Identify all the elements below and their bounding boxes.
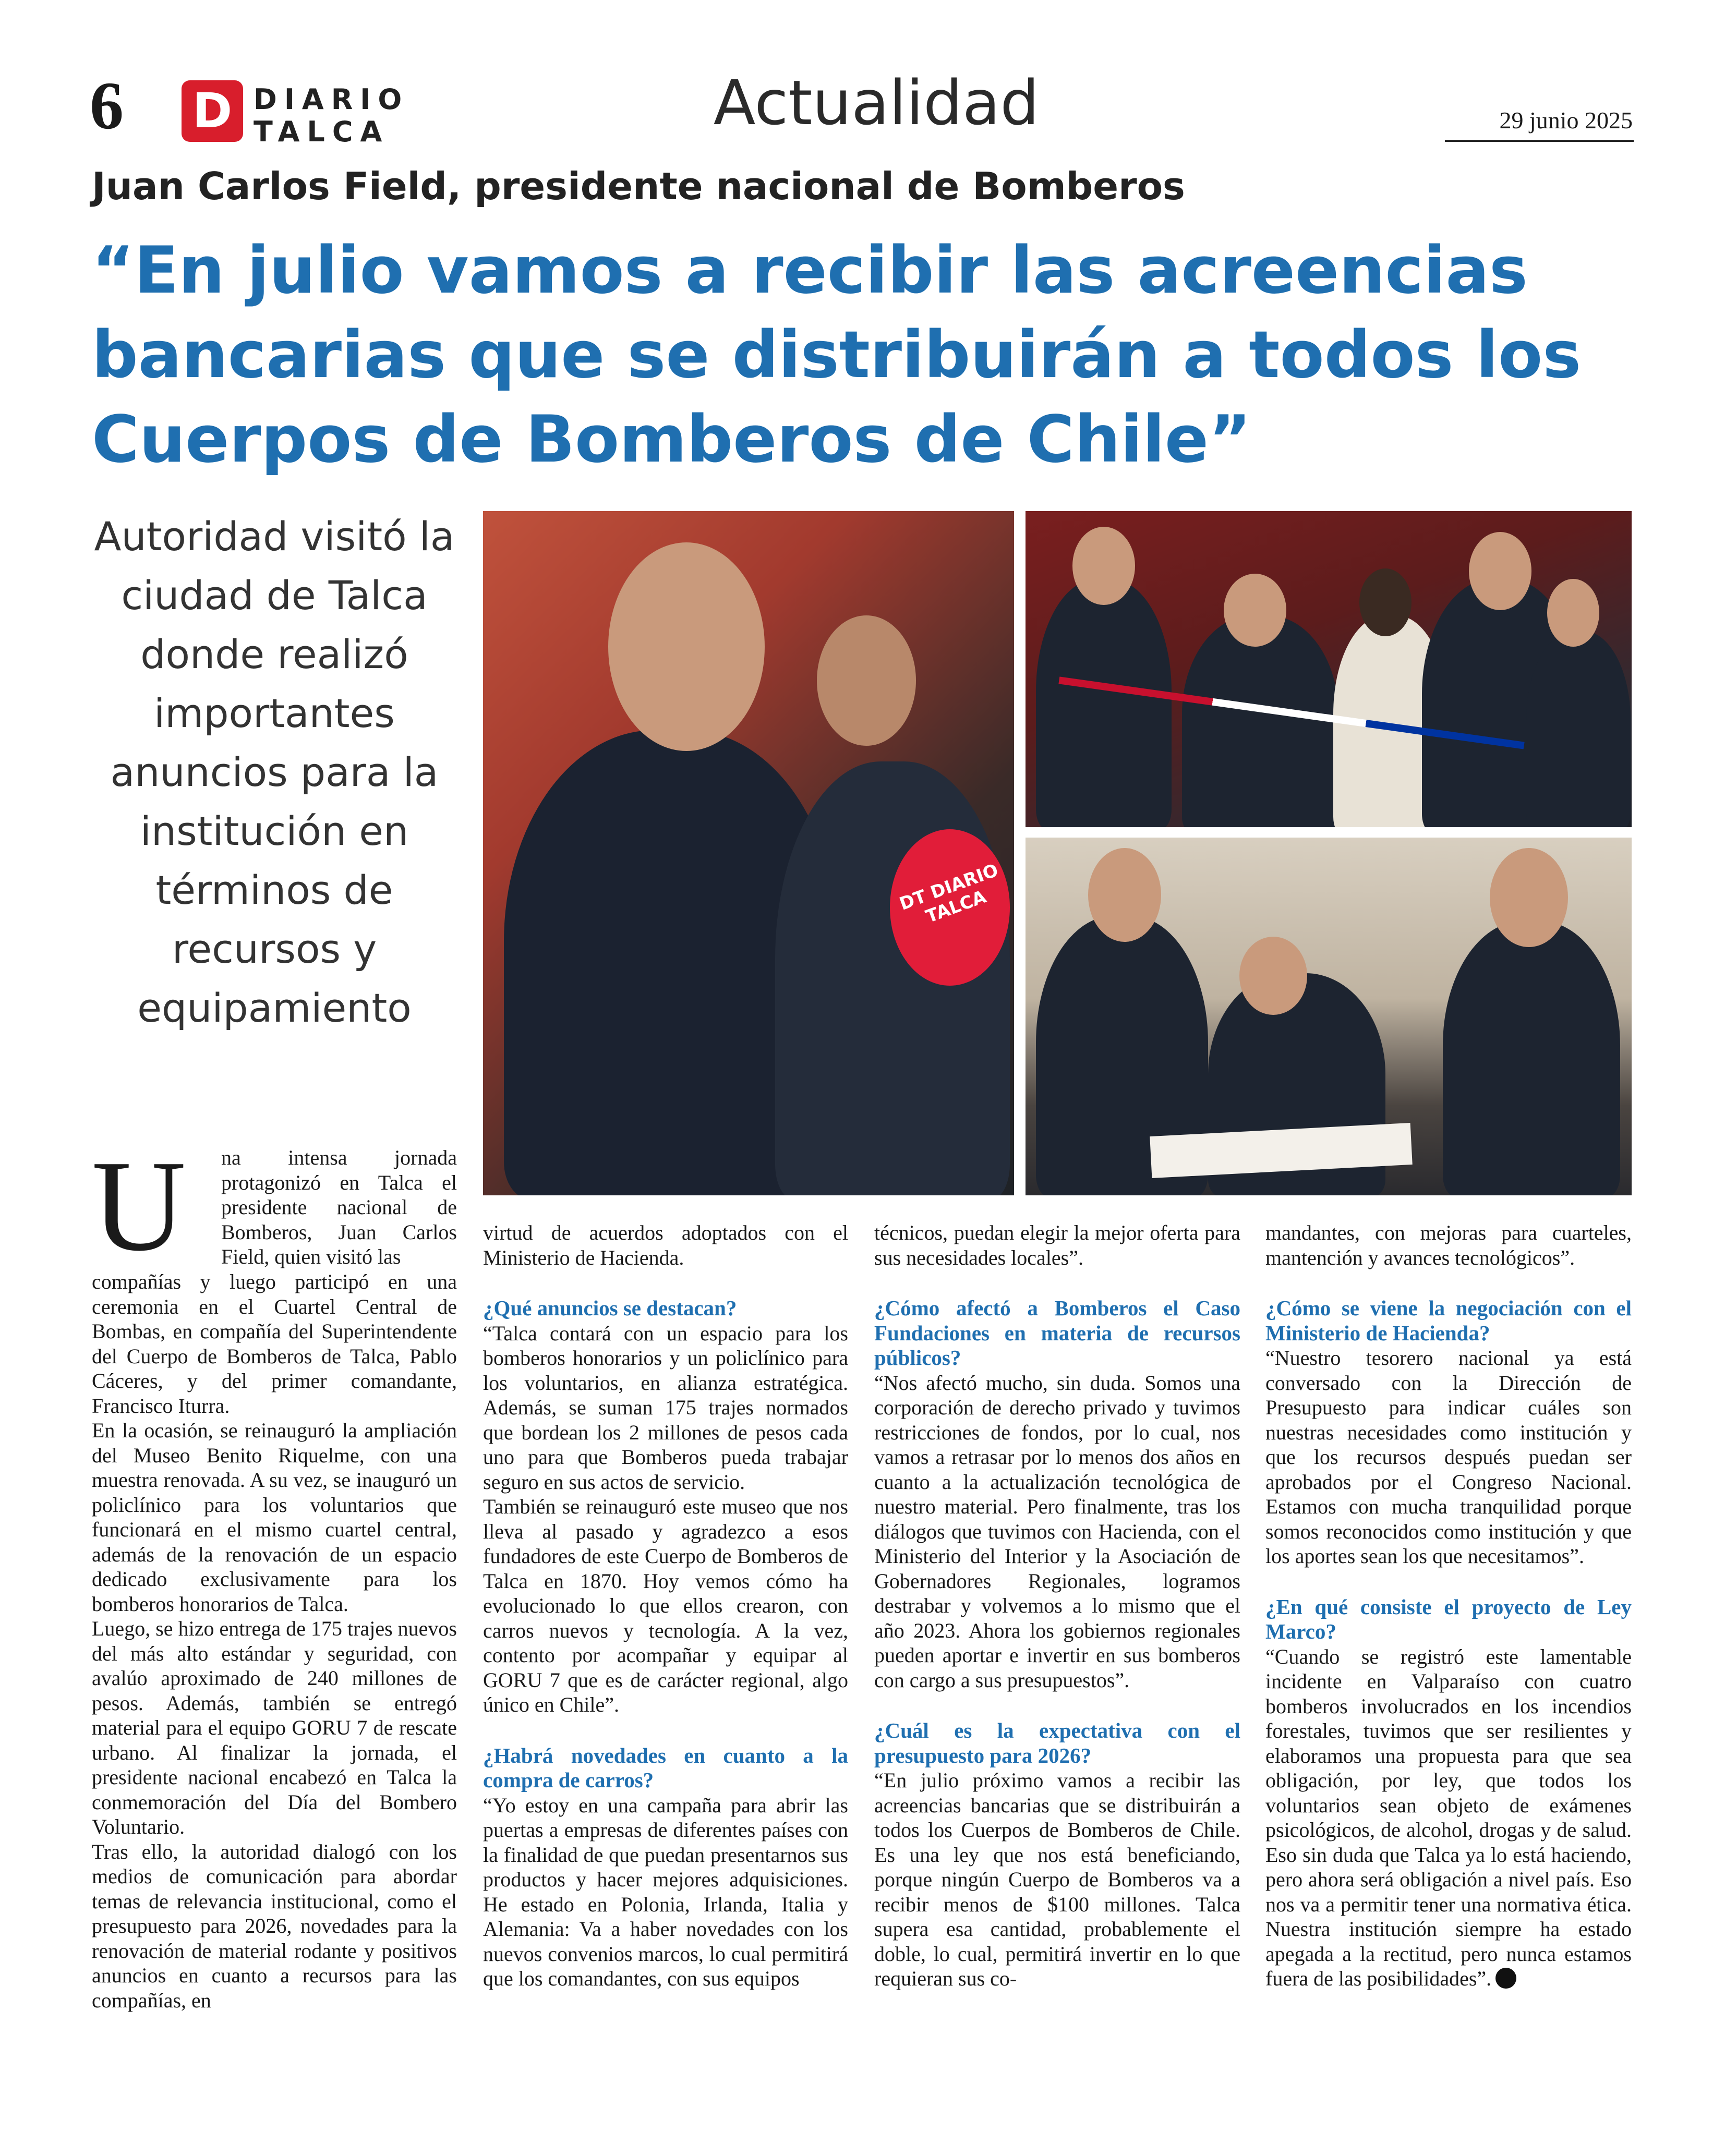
photo-document-signing — [1026, 838, 1632, 1195]
deck-summary: Autoridad visitó la ciudad de Talca donde realizó importantes anuncios para la institución en términos de recursos y equipamiento — [94, 513, 455, 1031]
question-heading: ¿Cómo afectó a Bomberos el Caso Fundaciones en materia de recursos públicos? — [874, 1296, 1240, 1370]
paragraph-continued: mandantes, con mejoras para cuarteles, mantención y avances tecnológicos”. — [1265, 1221, 1632, 1269]
answer-paragraph: “Nuestro tesorero nacional ya está conversado con la Dirección de Presupuesto para indicar cuáles son nuestras necesidades como institución y que los recursos después puedan ser aprobados por el Congreso Nacional. Estamos con mucha tranquilidad porque somos reconocidos como institución y que los aportes sean los que necesitamos”. — [1265, 1346, 1632, 1568]
section-title: Actualidad — [713, 67, 1040, 139]
article-column-1 — [92, 1269, 457, 2013]
answer-paragraph: “Talca contará con un espacio para los bomberos honorarios y un policlínico para los voluntarios, en alianza estratégica. Además, se suman 175 trajes normados que bordean los 2 millones de pesos cada uno para que Bomberos pueda trabajar seguro en sus actos de servicio. — [483, 1321, 848, 1494]
question-heading: ¿Cuál es la expectativa con el presupuesto para 2026? — [874, 1718, 1240, 1767]
lead-paragraph: na intensa jornada protagonizó en Talca el presidente nacional de Bomberos, Juan Carlos Field, quien visitó las — [221, 1146, 457, 1268]
article-lead — [221, 1145, 457, 1269]
question-heading: ¿Qué anuncios se destacan? — [483, 1296, 737, 1320]
issue-date: 29 junio 2025 — [1499, 107, 1633, 134]
article-column-3 — [874, 1220, 1240, 1991]
question-heading: ¿Habrá novedades en cuanto a la compra de carros? — [483, 1743, 848, 1792]
logo-mark-icon: D — [182, 80, 243, 142]
final-answer-text: “Cuando se registró este lamentable incidente en Valparaíso con cuatro bomberos involucrados en los incendios forestales, tuvimos que ser resilientes y elaboramos una propuesta para que sea obligación, por ley, que todos los voluntarios sean objeto de exámenes psicológicos, de alcohol, drogas y de salud. Eso sin duda que Talca ya lo está haciendo, pero ahora será obligación a nivel país. Eso nos va a permitir tener una normativa ética. Nuestra institución siempre ha estado apegada a la rectitud, pero nunca estamos fuera de las posibilidades”. — [1265, 1644, 1632, 1990]
kicker: Juan Carlos Field, presidente nacional de Bomberos — [92, 164, 1185, 208]
page-number: 6 — [90, 68, 124, 143]
question-heading: ¿Cómo se viene la negociación con el Ministerio de Hacienda? — [1265, 1296, 1632, 1345]
diario-talca-logo — [182, 78, 409, 148]
paragraph-3: Luego, se hizo entrega de 175 trajes nuevos del más alto estándar y seguridad, con avalúo aproximado de 240 millones de pesos. Además, también se entregó material para el equipo GORU 7 de rescate urbano. Al finalizar la jornada, el presidente nacional encabezó en Talca la conmemoración del Día del Bombero Voluntario. — [92, 1617, 457, 1838]
answer-paragraph: “Nos afectó mucho, sin duda. Somos una corporación de derecho privado y tuvimos restricciones de fondos, por lo cual, nos vamos a retrasar por lo menos dos años en cuanto a la actualización tecnológica de nuestro material. Pero finalmente, tras los diálogos que tuvimos con Hacienda, con el Ministerio del Interior y la Asociación de Gobernadores Regionales, logramos destrabar y volvemos a lo mismo que el año 2023. Ahora los gobiernos regionales pueden aportar e invertir en sus bomberos con cargo a sus presupuestos”. — [874, 1371, 1240, 1692]
end-mark-icon — [1495, 1968, 1516, 1989]
article-column-2 — [483, 1220, 848, 1991]
drop-cap: U — [92, 1134, 186, 1278]
paragraph-2: En la ocasión, se reinauguró la ampliación del Museo Benito Riquelme, con una muestra renovada. A su vez, se inauguró un policlínico para los voluntarios que funcionará en el mismo cuartel central, además de la renovación de un espacio dedicado exclusivamente para los bomberos honorarios de Talca. — [92, 1419, 457, 1616]
paragraph-continued: virtud de acuerdos adoptados con el Ministerio de Hacienda. — [483, 1221, 848, 1269]
answer-paragraph — [1265, 1644, 1632, 1991]
paragraph-continued: técnicos, puedan elegir la mejor oferta para sus necesidades locales”. — [874, 1221, 1240, 1269]
answer-paragraph: “En julio próximo vamos a recibir las acreencias bancarias que se distribuirán a todos los Cuerpos de Bomberos de Chile. Es una ley que nos está beneficiando, porque ningún Cuerpo de Bomberos va a recibir menos de $100 millones. Talca supera esa cantidad, probablemente el doble, lo cual, permitirá invertir en lo que requieran sus co- — [874, 1769, 1240, 1990]
mic-label: DT DIARIO TALCA — [897, 859, 1002, 928]
question-heading: ¿En qué consiste el proyecto de Ley Marco? — [1265, 1594, 1632, 1643]
photo-ribbon-cutting — [1026, 511, 1632, 827]
logo-word-talca: TALCA — [254, 115, 390, 148]
photo-field-interview — [483, 511, 1014, 1195]
article-column-4 — [1265, 1220, 1632, 1991]
headline: “En julio vamos a recibir las acreencias bancarias que se distribuirán a todos los Cuerpos de Bomberos de Chile” — [92, 233, 1582, 477]
answer-paragraph: “Yo estoy en una campaña para abrir las puertas a empresas de diferentes países con la finalidad de que puedan presentarnos sus productos y hacer mejores adquisiciones. He estado en Polonia, Irlanda, Italia y Alemania: Va a haber novedades con los nuevos convenios marcos, lo cual permitirá que los comandantes, con sus equipos — [483, 1793, 848, 1990]
date-rule — [1445, 140, 1634, 142]
logo-word-diario: DIARIO — [254, 83, 409, 116]
answer-paragraph: También se reinauguró este museo que nos lleva al pasado y agradezco a esos fundadores de este Cuerpo de Bomberos de Talca en 1870. Hoy vemos cómo ha evolucionado lo que ellos crearon, con carros nuevos y tecnología. A la vez, contento por acompañar y equipar al GORU 7 que es de carácter regional, algo único en Chile”. — [483, 1495, 848, 1716]
paragraph-1: compañías y luego participó en una ceremonia en el Cuartel Central de Bombas, en compañía del Superintendente del Cuerpo de Bomberos de Talca, Pablo Cáceres, y del primer comandante, Francisco Iturra. — [92, 1270, 457, 1418]
paragraph-4: Tras ello, la autoridad dialogó con los medios de comunicación para abordar temas de relevancia institucional, como el presupuesto para 2026, novedades para la renovación de material rodante y positivos anuncios en cuanto a recursos para las compañías, en — [92, 1839, 457, 2012]
